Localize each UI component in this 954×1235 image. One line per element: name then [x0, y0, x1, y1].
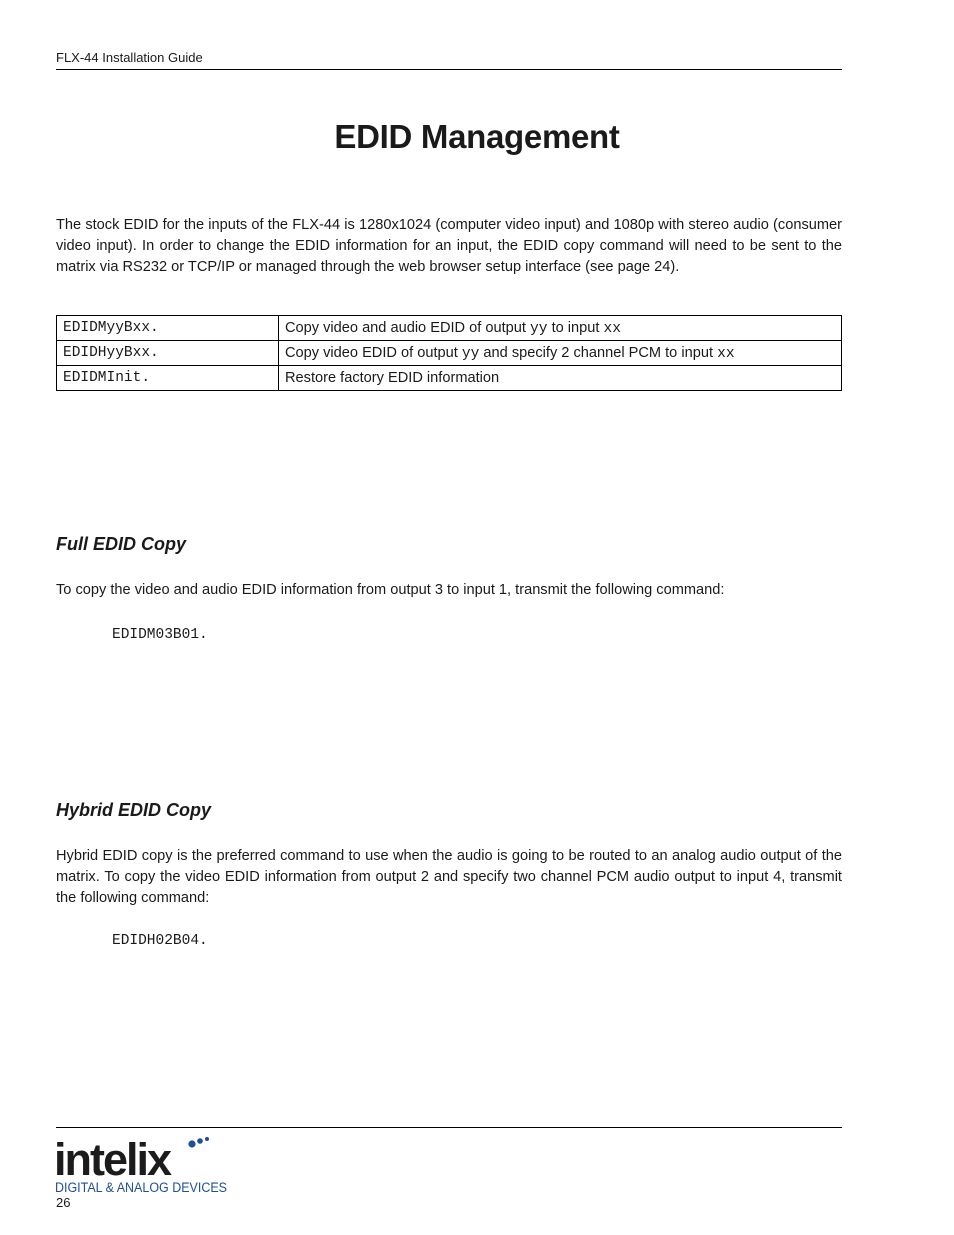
full-copy-command: EDIDM03B01.	[112, 627, 208, 643]
logo-dot	[205, 1137, 209, 1141]
edid-command-table	[56, 315, 842, 391]
description-cell	[279, 366, 842, 391]
page-number: 26	[56, 1195, 71, 1210]
section-title-full-edid-copy: Full EDID Copy	[56, 534, 186, 554]
footer-divider	[56, 1127, 842, 1128]
variable-input: xx	[603, 320, 622, 337]
table-row	[57, 316, 842, 341]
description-text: Copy video EDID of output	[285, 344, 462, 361]
running-header: FLX-44 Installation Guide	[56, 50, 203, 65]
intro-paragraph: The stock EDID for the inputs of the FLX-44 is 1280x1024 (computer video input) and 1080p with stereo audio (consumer video input). In order to change the EDID information for an input, the EDID copy command will need to be sent to the matrix via RS232 or TCP/IP or managed through the web browser setup interface (see page 24).	[56, 217, 842, 275]
table-row	[57, 366, 842, 391]
table-row	[57, 341, 842, 366]
hybrid-copy-command: EDIDH02B04.	[112, 933, 208, 949]
page-title: EDID Management	[334, 118, 620, 155]
logo-wordmark: intelix	[54, 1135, 171, 1185]
intelix-logo	[54, 1135, 234, 1197]
variable-output: yy	[461, 345, 480, 362]
section-title-hybrid-edid-copy: Hybrid EDID Copy	[56, 800, 212, 820]
full-copy-paragraph: To copy the video and audio EDID information from output 3 to input 1, transmit the following command:	[56, 582, 725, 598]
header-divider	[56, 69, 842, 70]
description-text: and specify 2 channel PCM to input	[479, 344, 718, 361]
command-cell: EDIDMInit.	[57, 366, 279, 391]
command-cell: EDIDHyyBxx.	[57, 341, 279, 366]
command-cell: EDIDMyyBxx.	[57, 316, 279, 341]
logo-dot	[188, 1140, 195, 1147]
description-cell	[279, 341, 842, 366]
description-text: to input	[547, 319, 604, 336]
description-cell	[279, 316, 842, 341]
description-text: Copy video and audio EDID of output	[285, 319, 531, 336]
logo-dot	[197, 1138, 203, 1144]
logo-tagline: DIGITAL & ANALOG DEVICES	[55, 1180, 227, 1195]
hybrid-copy-paragraph: Hybrid EDID copy is the preferred command to use when the audio is going to be routed to an analog audio output of the matrix. To copy the video EDID information from output 2 and specify two channel PCM audio output to input 4, transmit the following command:	[56, 848, 842, 906]
description-text: Restore factory EDID information	[285, 370, 500, 386]
variable-output: yy	[530, 320, 548, 337]
variable-input: xx	[717, 345, 735, 362]
